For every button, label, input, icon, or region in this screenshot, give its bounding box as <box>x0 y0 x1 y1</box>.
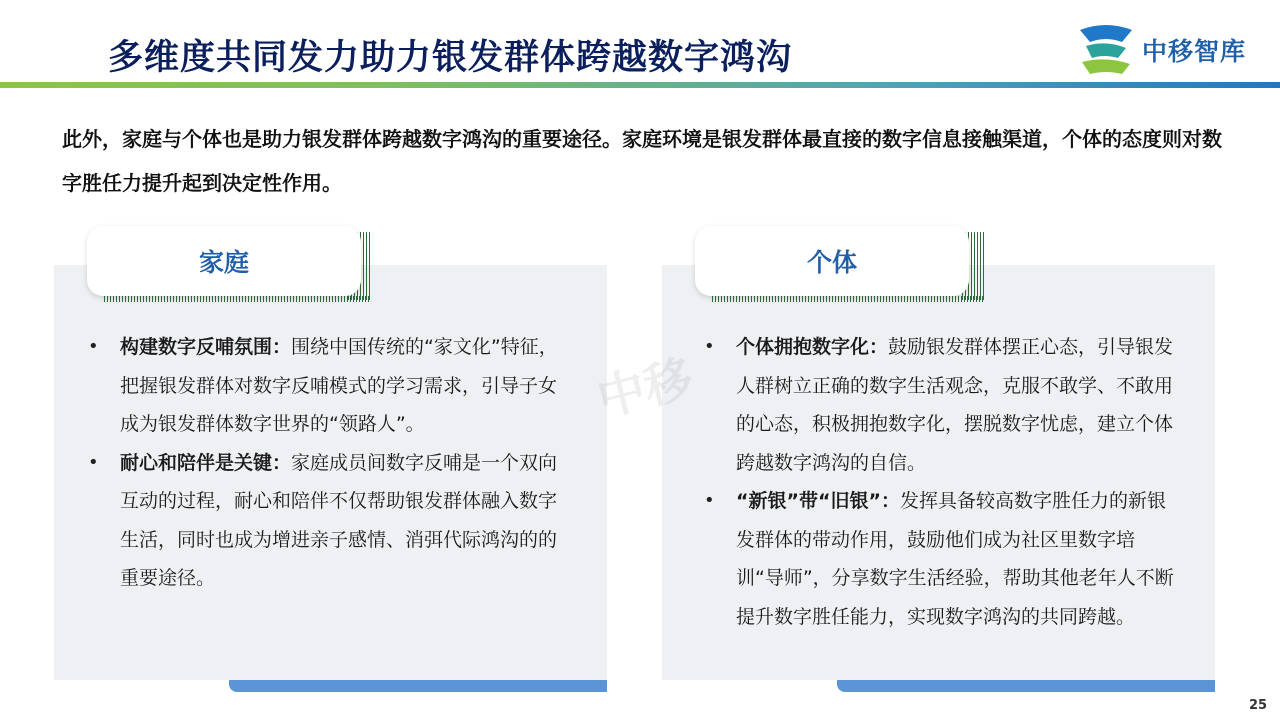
panel-left-accent-bar <box>229 680 607 692</box>
title-underline <box>0 82 1280 88</box>
item-text: 家庭成员间数字反哺是一个双向互动的过程，耐心和陪伴不仅帮助银发群体融入数字生活，同时也成为增进亲子感情、消弭代际鸿沟的的重要途径。 <box>120 451 558 589</box>
item-text: 鼓励银发群体摆正心态，引导银发人群树立正确的数字生活观念，克服不敢学、不敢用的心态，积极拥抱数字化，摆脱数字忧虑，建立个体跨越数字鸿沟的自信。 <box>736 336 1174 474</box>
slide-title: 多维度共同发力助力银发群体跨越数字鸿沟 <box>108 38 793 78</box>
list-item <box>88 328 566 444</box>
family-list <box>88 328 566 598</box>
list-item <box>704 328 1174 482</box>
list-item <box>704 482 1174 636</box>
panel-right-accent-bar <box>837 680 1215 692</box>
item-lead: 构建数字反哺氛围： <box>120 336 292 358</box>
item-lead: 个体拥抱数字化： <box>736 336 889 358</box>
individual-list <box>704 328 1174 636</box>
tab-decoration-left-bottom <box>104 296 370 302</box>
panel-individual-heading <box>695 226 969 296</box>
panel-family-heading <box>87 226 361 296</box>
item-text: 发挥具备较高数字胜任力的新银发群体的带动作用，鼓励他们成为社区里数字培训“导师”，分享数字生活经验，帮助其他老年人不断提升数字胜任能力，实现数字鸿沟的共同跨越。 <box>736 490 1174 628</box>
item-lead: “新银”带“旧银”： <box>736 490 900 512</box>
tab-decoration-right-bottom <box>712 296 984 302</box>
item-text: 围绕中国传统的“家文化”特征，把握银发群体对数字反哺模式的学习需求，引导子女成为银发群体数字世界的“领路人”。 <box>120 336 558 435</box>
brand-logo <box>1076 20 1256 76</box>
watermark: 中移 <box>591 350 699 428</box>
item-lead: 耐心和陪伴是关键： <box>120 451 292 474</box>
panel-family-heading-text: 家庭 <box>198 248 249 277</box>
panel-individual-heading-text: 个体 <box>806 248 857 277</box>
logo-text: 中移智库 <box>1142 37 1247 66</box>
logo-mark-icon <box>1076 20 1136 76</box>
intro-paragraph: 此外，家庭与个体也是助力银发群体跨越数字鸿沟的重要途径。家庭环境是银发群体最直接的数字信息接触渠道，个体的态度则对数字胜任力提升起到决定性作用。 <box>62 127 1222 195</box>
page-number: 25 <box>1249 698 1268 713</box>
list-item <box>88 444 566 598</box>
